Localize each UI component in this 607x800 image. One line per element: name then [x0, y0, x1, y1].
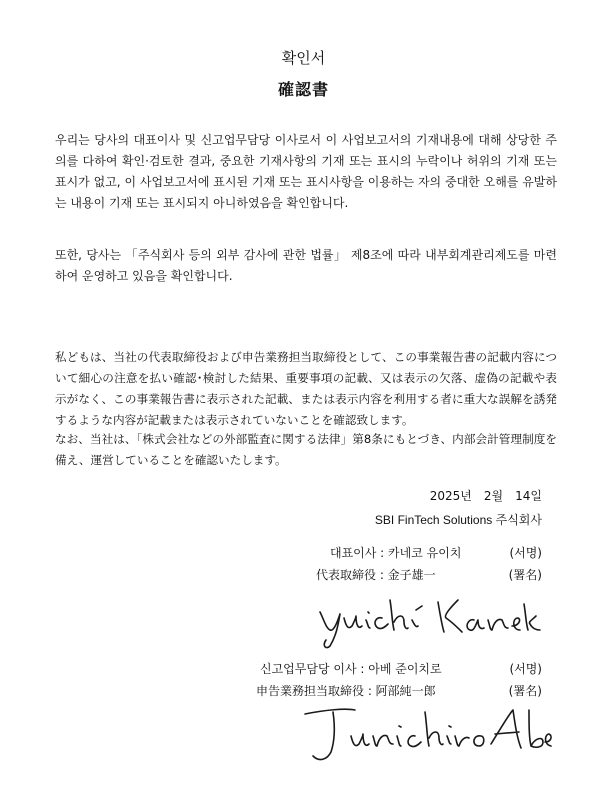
signatory-reporting-director-korean [260, 660, 542, 677]
signatory-label: 대표이사 : 카네코 유이치 [330, 546, 462, 560]
signatory-ceo-korean [330, 544, 542, 561]
company-name: SBI FinTech Solutions 주식회사 [374, 513, 542, 527]
title-korean: 확인서 [281, 49, 326, 67]
korean-paragraph-2: 또한, 당사는 「주식회사 등의 외부 감사에 관한 법률」 제8조에 따라 내부회계관리제도를 마련하여 운영하고 있음을 확인합니다. [55, 248, 557, 283]
signature-mark: (署名) [508, 568, 542, 582]
japanese-paragraph-2: なお、当社は、「株式会社などの外部監査に関する法律」第8条にもとづき、内部会計管理制度を備え、運営していることを確認いたします。 [55, 432, 557, 467]
korean-paragraph-1: 우리는 당사의 대표이사 및 신고업무담당 이사로서 이 사업보고서의 기재내용에 대해 상당한 주의를 다하여 확인·검토한 결과, 중요한 기재사항의 기재 또는 표시의 누락이나 허위의 기재 또는 표시가 없고, 이 사업보고서에 표시된 기재 또는 표시사항을 이용하는 자의 중대한 오해를 유발하는 내용이 기재 또는 표시되지 아니하였음을 확인합니다. [55, 133, 557, 210]
signature-kaneko [312, 590, 542, 650]
title-japanese: 確認書 [277, 80, 329, 99]
signatory-reporting-director-japanese [256, 682, 542, 699]
signature-mark: (서명) [509, 662, 542, 676]
signature-mark: (서명) [509, 546, 542, 560]
signatory-ceo-japanese [316, 566, 542, 583]
signature-abe [295, 700, 557, 770]
document-date: 2025년 2월 14일 [429, 489, 542, 503]
signatory-label: 代表取締役 : 金子雄一 [316, 568, 436, 582]
japanese-paragraph-1: 私どもは、当社の代表取締役および申告業務担当取締役として、この事業報告書の記載内容について細心の注意を払い確認･検討した結果、重要事項の記載、又は表示の欠落、虚偽の記載や表示がなく、この事業報告書に表示された記載、または表示内容を利用する者に重大な誤解を誘発するような内容が記載または表示されていないことを確認致します。 [55, 350, 557, 427]
signatory-label: 申告業務担当取締役 : 阿部純一郎 [256, 684, 436, 698]
signatory-label: 신고업무담당 이사 : 아베 준이치로 [260, 662, 442, 676]
signature-mark: (署名) [508, 684, 542, 698]
